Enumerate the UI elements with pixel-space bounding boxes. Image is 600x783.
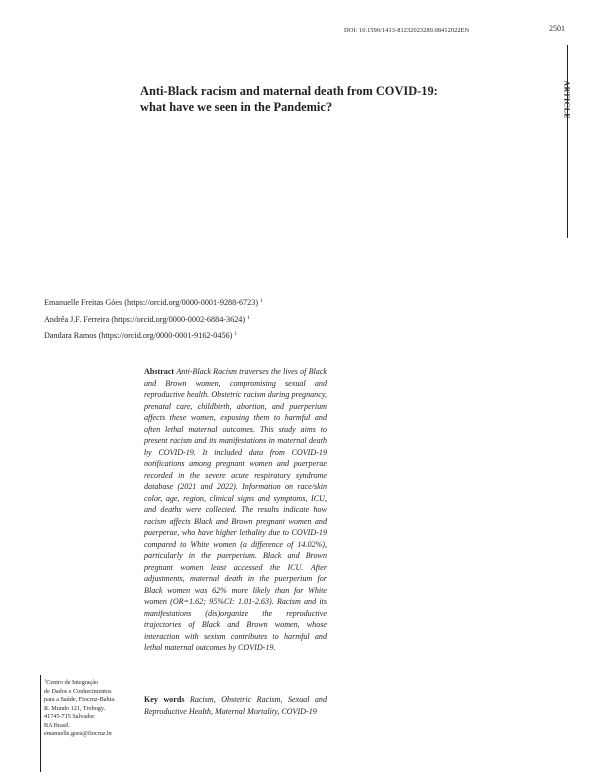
author-affiliation-mark: 1 bbox=[247, 314, 250, 321]
doi-text[interactable]: DOI: 10.1590/1413-81232023289.08412022EN bbox=[344, 27, 470, 34]
article-title bbox=[140, 83, 470, 115]
author-affiliation-mark: 1 bbox=[260, 298, 263, 304]
affiliation-line: 41745-715 Salvador bbox=[44, 713, 95, 720]
author-name[interactable]: Emanuelle Freitas Góes (https://orcid.org/0000-0001-9288-6723) bbox=[44, 298, 259, 307]
author-entry bbox=[44, 294, 344, 311]
author-list bbox=[44, 294, 344, 344]
affiliation-line: para a Saúde, Fiocruz-Bahia. bbox=[44, 696, 116, 703]
affiliation-mark: 1 bbox=[44, 678, 47, 683]
author-entry bbox=[44, 327, 344, 344]
page-number: 2501 bbox=[549, 24, 565, 33]
affiliation-line: R. Mundo 121, Trobogy. bbox=[44, 704, 106, 712]
section-divider bbox=[567, 45, 568, 238]
affiliation-divider bbox=[40, 675, 41, 772]
abstract-label: Abstract bbox=[144, 367, 175, 376]
author-name[interactable]: Andrêa J.F. Ferreira (https://orcid.org/0000-0002-6884-3624) bbox=[44, 314, 246, 324]
affiliation-line: de Dados e Conhecimentos bbox=[44, 687, 112, 695]
title-line-2: what have we seen in the Pandemic? bbox=[140, 100, 333, 114]
section-label: ARTICLE bbox=[562, 80, 572, 120]
affiliation-email[interactable]: emanuelle.goes@fiocruz.br bbox=[44, 730, 113, 737]
keywords-label: Key words bbox=[144, 695, 185, 704]
abstract-block bbox=[144, 366, 327, 654]
author-entry bbox=[44, 311, 344, 328]
affiliation-line: $^1$Centro de Integração bbox=[44, 678, 99, 686]
affiliation-block bbox=[44, 677, 136, 739]
affiliation-line: BA Brasil. bbox=[44, 721, 71, 729]
title-line-1: Anti-Black racism and maternal death from COVID-19: bbox=[140, 84, 438, 98]
author-affiliation-mark: 1 bbox=[234, 331, 238, 337]
author-name[interactable]: Dandara Ramos (https://orcid.org/0000-0001-9162-0456) bbox=[44, 331, 233, 340]
keywords-block bbox=[144, 694, 327, 717]
keywords-text: Racism, Obstetric Racism, Sexual and Reproductive Health, Maternal Mortality, COVID-19 bbox=[144, 695, 327, 716]
abstract-text: Anti-Black Racism traverses the lives of Black and Brown women, compromising sexual and reproductive health. Obstetric racism during pregnancy, prenatal care, childbirth, abortion, and puerperium affects these women, exposing them to harmful and often lethal maternal outcomes. This study aims to present racism and its manifestations in maternal death by COVID-19. It included data from COVID-19 notifications among pregnant women and puerperae recorded in the severe acute respiratory syndrome database (2021 and 2022). Information on race/skin color, age, region, clinical signs and symptoms, ICU, and deaths were collected. The results indicate how racism affects Black and Brown pregnant women and puerperae, who have higher lethality due to COVID-19 compared to White women (a difference of 14.02%), particularly in the puerperium. Black and Brown pregnant women least accessed the ICU. After adjustments, maternal death in the puerperium for Black women was 62% more likely than for White women (OR=1.62; 95%CI: 1.01-2.63). Racism and its manifestations (dis)organize the reproductive trajectories of Black and Brown women, whose interaction with sexism contributes to harmful and lethal maternal outcomes by COVID-19. bbox=[144, 367, 328, 652]
